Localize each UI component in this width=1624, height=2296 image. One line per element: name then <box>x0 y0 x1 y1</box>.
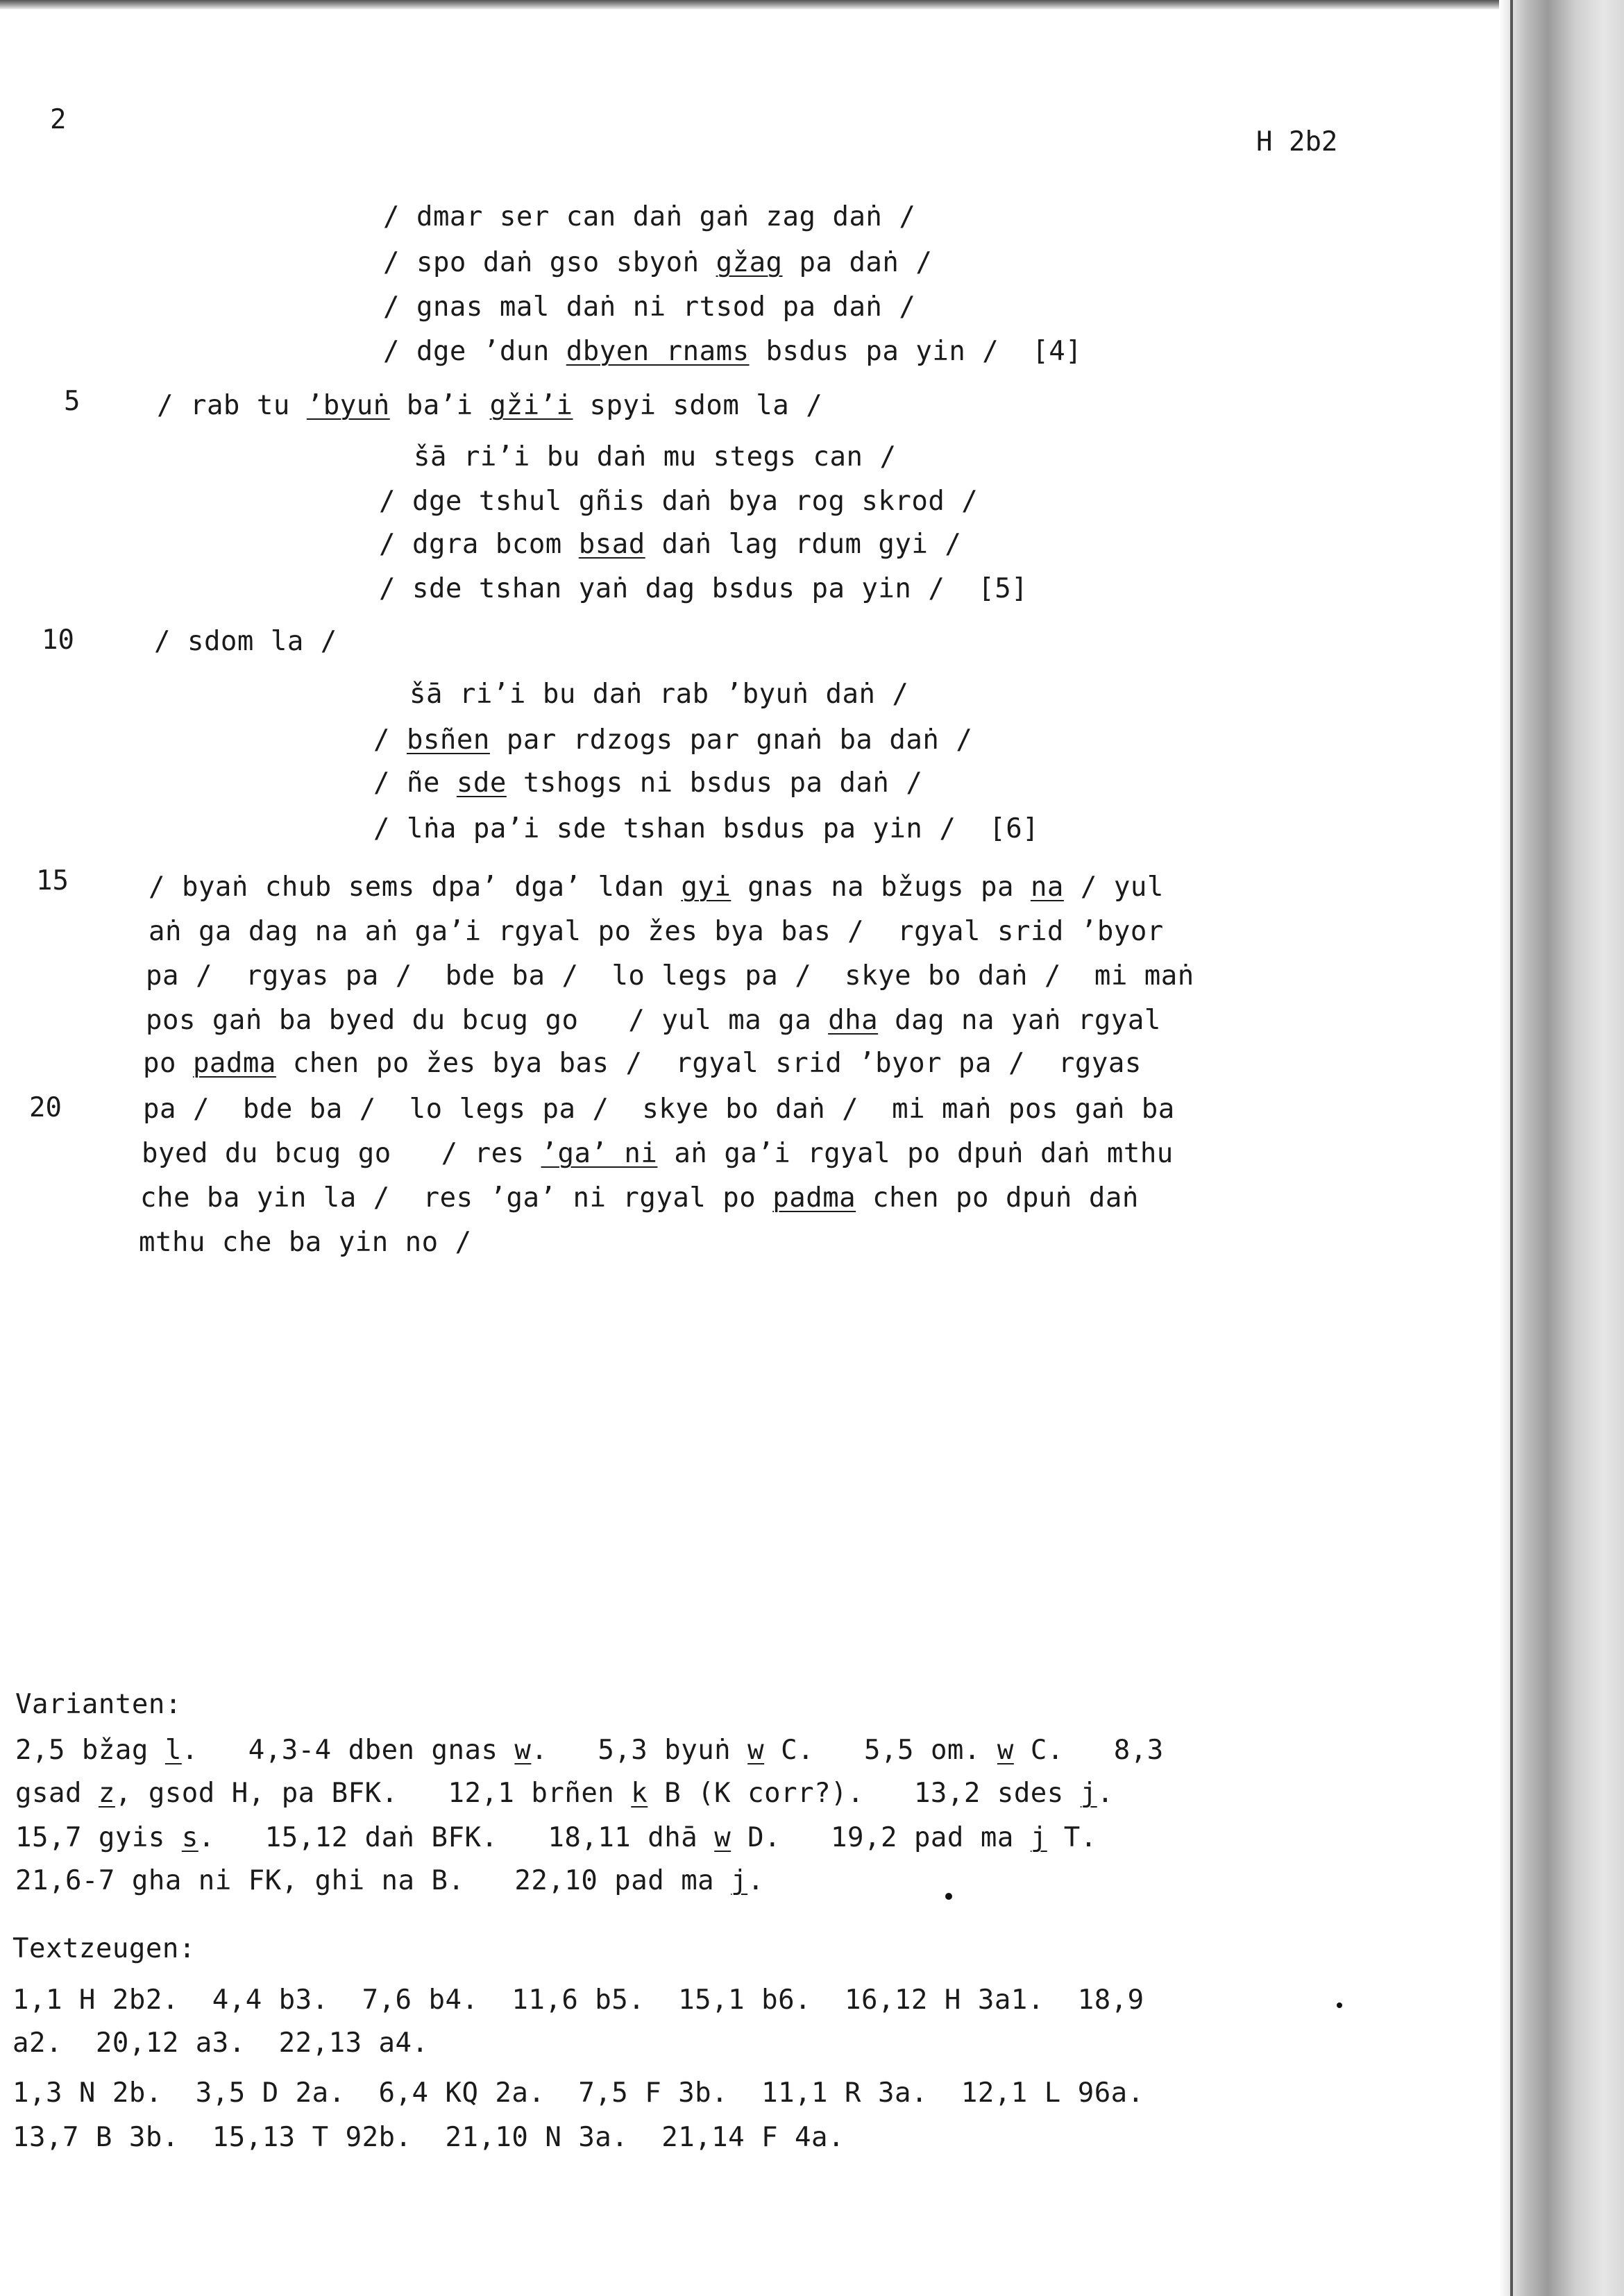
prose-line: byed du bcug go / res ’ga’ ni aṅ ga’i rgyal po dpuṅ daṅ mthu <box>142 1138 1174 1169</box>
verse-line: / sde tshan yaṅ dag bsdus pa yin / [5] <box>379 573 1029 604</box>
verse-line: / bsñen par rdzogs par gnaṅ ba daṅ / <box>373 724 973 756</box>
ink-dot <box>1337 2002 1342 2008</box>
variant-line: 2,5 bžag l. 4,3-4 dben gnas w. 5,3 byuṅ w C. 5,5 om. w C. 8,3 <box>15 1735 1164 1766</box>
page-number: 2 <box>50 104 67 135</box>
witness-line: 13,7 B 3b. 15,13 T 92b. 21,10 N 3a. 21,14 F 4a. <box>12 2122 845 2153</box>
prose-line: po padma chen po žes bya bas / rgyal srid ’byor pa / rgyas <box>143 1048 1142 1079</box>
prose-line: pa / rgyas pa / bde ba / lo legs pa / skye bo daṅ / mi maṅ <box>146 960 1194 992</box>
variant-line: 15,7 gyis s. 15,12 daṅ BFK. 18,11 dhā w D. 19,2 pad ma j T. <box>15 1822 1097 1853</box>
ink-dot <box>945 1893 952 1900</box>
verse-line: / dge ’dun dbyen rnams bsdus pa yin / [4] <box>383 336 1083 367</box>
verse-line: šā ri’i bu daṅ rab ’byuṅ daṅ / <box>409 679 909 710</box>
verse-line: šā ri’i bu daṅ mu stegs can / <box>414 441 897 473</box>
scan-right-edge <box>1499 0 1624 2296</box>
prose-line: che ba yin la / res ’ga’ ni rgyal po padma chen po dpuṅ daṅ <box>140 1182 1139 1214</box>
line-number-10: 10 <box>42 624 74 656</box>
verse-line: / dge tshul gñis daṅ bya rog skrod / <box>379 486 979 517</box>
verse-line: / spo daṅ gso sbyoṅ gžag pa daṅ / <box>383 247 933 278</box>
line-number-20: 20 <box>29 1092 62 1123</box>
textzeugen-heading: Textzeugen: <box>12 1933 196 1964</box>
verse-line: / lṅa pa’i sde tshan bsdus pa yin / [6] <box>373 813 1040 844</box>
verse-line: / dgra bcom bsad daṅ lag rdum gyi / <box>379 529 962 560</box>
verse-line: / gnas mal daṅ ni rtsod pa daṅ / <box>383 291 916 323</box>
scan-margin-rule <box>1510 0 1513 2296</box>
verse-line: / rab tu ’byuṅ ba’i gži’i spyi sdom la / <box>157 390 823 421</box>
prose-line: pa / bde ba / lo legs pa / skye bo daṅ / mi maṅ pos gaṅ ba <box>143 1094 1175 1125</box>
variant-line: gsad z, gsod H, pa BFK. 12,1 brñen k B (K corr?). 13,2 sdes j. <box>15 1778 1114 1809</box>
witness-line: 1,3 N 2b. 3,5 D 2a. 6,4 KQ 2a. 7,5 F 3b. 11,1 R 3a. 12,1 L 96a. <box>12 2077 1144 2109</box>
prose-line: mthu che ba yin no / <box>139 1227 472 1258</box>
prose-line: aṅ ga dag na aṅ ga’i rgyal po žes bya bas / rgyal srid ’byor <box>149 916 1164 947</box>
verse-line: / dmar ser can daṅ gaṅ zag daṅ / <box>383 201 916 232</box>
variant-line: 21,6-7 gha ni FK, ghi na B. 22,10 pad ma j. <box>15 1865 765 1896</box>
line-number-5: 5 <box>64 386 81 417</box>
verse-line: / sdom la / <box>154 626 337 657</box>
scan-top-edge <box>0 0 1513 10</box>
line-number-15: 15 <box>36 865 69 896</box>
prose-line: / byaṅ chub sems dpa’ dga’ ldan gyi gnas na bžugs pa na / yul <box>149 871 1164 903</box>
verse-line: / ñe sde tshogs ni bsdus pa daṅ / <box>373 767 923 799</box>
varianten-heading: Varianten: <box>15 1689 182 1720</box>
prose-line: pos gaṅ ba byed du bcug go / yul ma ga dha dag na yaṅ rgyal <box>146 1005 1161 1036</box>
witness-line: a2. 20,12 a3. 22,13 a4. <box>12 2027 429 2059</box>
witness-line: 1,1 H 2b2. 4,4 b3. 7,6 b4. 11,6 b5. 15,1 b6. 16,12 H 3a1. 18,9 <box>12 1984 1144 2016</box>
page-reference: H 2b2 <box>1256 126 1338 158</box>
